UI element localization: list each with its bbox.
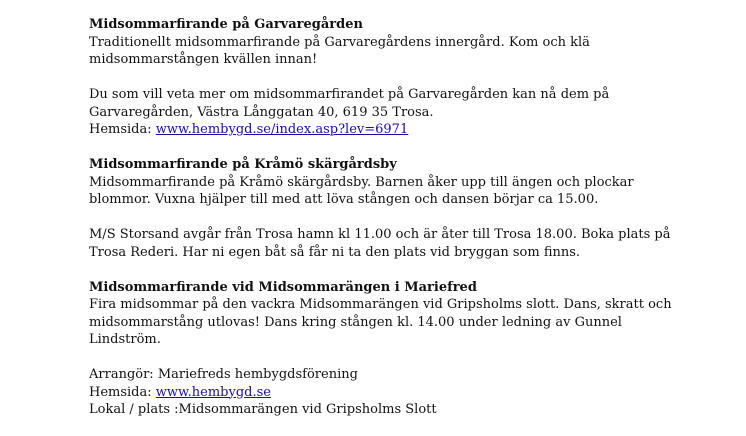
homepage-line (89, 384, 729, 402)
event-description-line: midsommarstång utlovas! Dans kring stången kl. 14.00 under ledning av Gunnel (89, 314, 622, 330)
event-organizer-info (89, 366, 729, 419)
event-garvaregarden (89, 16, 729, 69)
event-description-line: blommor. Vuxna hjälper till med att löva stången och dansen börjar ca 15.00. (89, 192, 599, 207)
contact-line: Du som vill veta mer om midsommarfirandet på Garvaregården kan nå dem på (89, 87, 610, 102)
event-contact-info (89, 86, 729, 139)
event-travel-info (89, 226, 729, 261)
event-title: Midsommarfirande vid Midsommarängen i Mariefred (89, 279, 477, 295)
homepage-link[interactable]: www.hembygd.se/index.asp?lev=6971 (155, 122, 409, 137)
event-description-line: Midsommarfirande på Kråmö skärgårdsby. Barnen åker upp till ängen och plockar (89, 174, 634, 190)
homepage-link[interactable]: www.hembygd.se (155, 384, 271, 400)
homepage-line (89, 121, 729, 139)
location-line: Lokal / plats :Midsommarängen vid Gripsholms Slott (89, 402, 437, 417)
event-description-line: Lindström. (89, 332, 161, 347)
contact-line: Garvaregården, Västra Långgatan 40, 619 35 Trosa. (89, 104, 434, 120)
travel-line: M/S Storsand avgår från Trosa hamn kl 11.00 och är åter till Trosa 18.00. Boka plats på (89, 227, 671, 242)
event-mariefred (89, 279, 729, 349)
event-kramo (89, 156, 729, 209)
event-title: Midsommarfirande på Kråmö skärgårdsby (89, 157, 397, 172)
event-description-line: Fira midsommar på den vackra Midsommarängen vid Gripsholms slott. Dans, skratt och (89, 297, 672, 312)
travel-line: Trosa Rederi. Har ni egen båt så får ni ta den plats vid bryggan som finns. (89, 244, 581, 260)
homepage-label: Hemsida: (89, 384, 156, 400)
document-page (89, 16, 729, 436)
event-description-line: Traditionellt midsommarfirande på Garvaregårdens innergård. Kom och klä (89, 34, 590, 50)
event-title: Midsommarfirande på Garvaregården (89, 17, 363, 32)
homepage-label: Hemsida: (89, 122, 156, 137)
event-description-line: midsommarstången kvällen innan! (89, 52, 318, 67)
organizer-line: Arrangör: Mariefreds hembygdsförening (89, 367, 358, 382)
